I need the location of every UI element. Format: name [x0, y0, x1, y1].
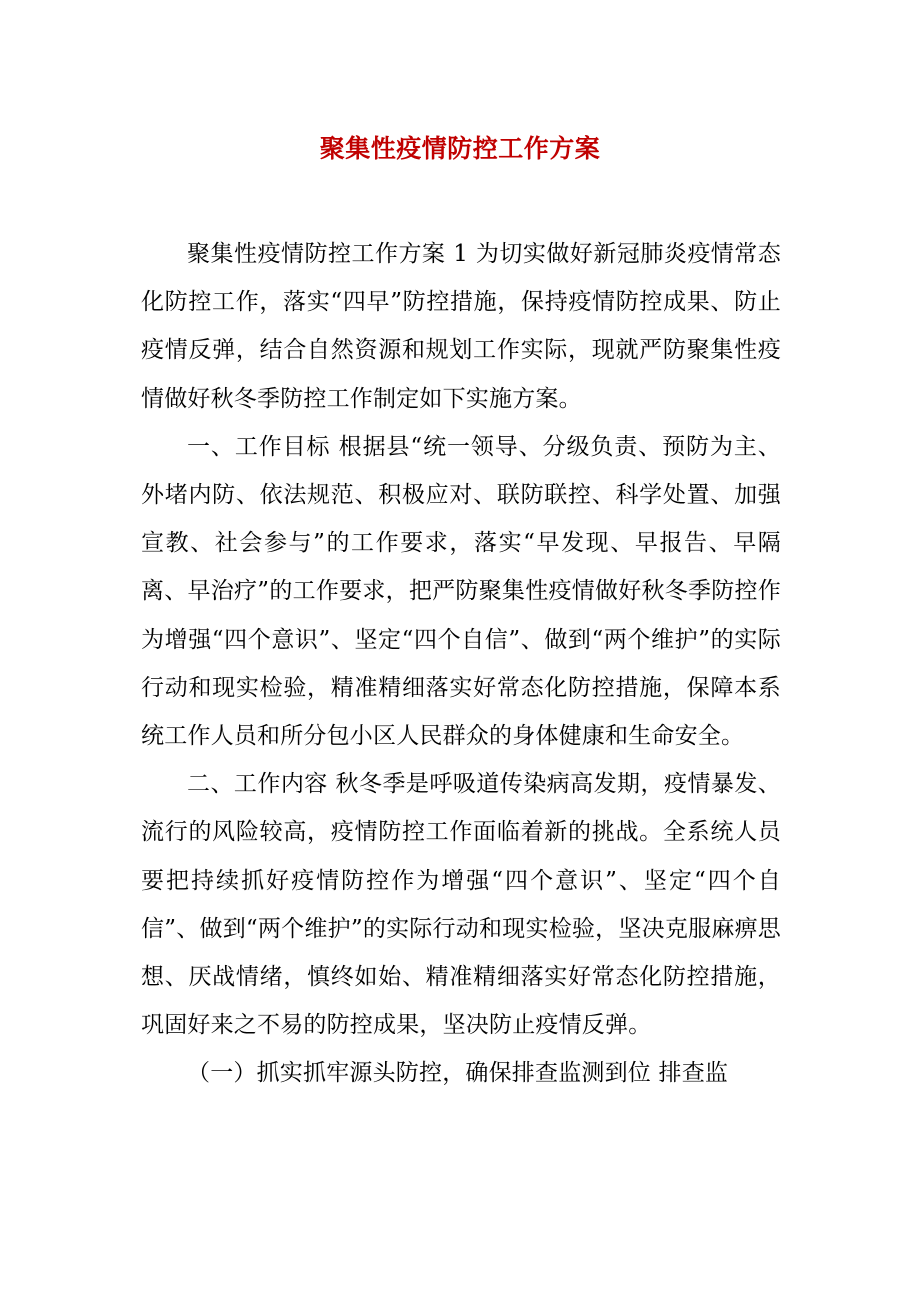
paragraph-work-content: 二、工作内容 秋冬季是呼吸道传染病高发期，疫情暴发、流行的风险较高，疫情防控工作面临着新的挑战。全系统人员要把持续抓好疫情防控作为增强“四个意识”、坚定“四个自信”、做到“两个维护”的实际行动和现实检验，坚决克服麻痹思想、厌战情绪，慎终如始、精准精细落实好常态化防控措施，巩固好来之不易的防控成果，坚决防止疫情反弹。 [141, 771, 781, 1039]
paragraph-intro: 聚集性疫情防控工作方案 1 为切实做好新冠肺炎疫情常态化防控工作，落实“四早”防控措施，保持疫情防控成果、防止疫情反弹，结合自然资源和规划工作实际，现就严防聚集性疫情做好秋冬季防控工作制定如下实施方案。 [141, 241, 781, 412]
paragraph-work-goals: 一、工作目标 根据县“统一领导、分级负责、预防为主、外堵内防、依法规范、积极应对、联防联控、科学处置、加强宣教、社会参与”的工作要求，落实“早发现、早报告、早隔离、早治疗”的工作要求，把严防聚集性疫情做好秋冬季防控作为增强“四个意识”、坚定“四个自信”、做到“两个维护”的实际行动和现实检验，精准精细落实好常态化防控措施，保障本系统工作人员和所分包小区人民群众的身体健康和生命安全。 [141, 433, 781, 750]
document-title: 聚集性疫情防控工作方案 [319, 133, 601, 163]
document-body [141, 230, 781, 1098]
paragraph-source-control: （一）抓实抓牢源头防控，确保排查监测到位 排查监 [187, 1060, 729, 1087]
